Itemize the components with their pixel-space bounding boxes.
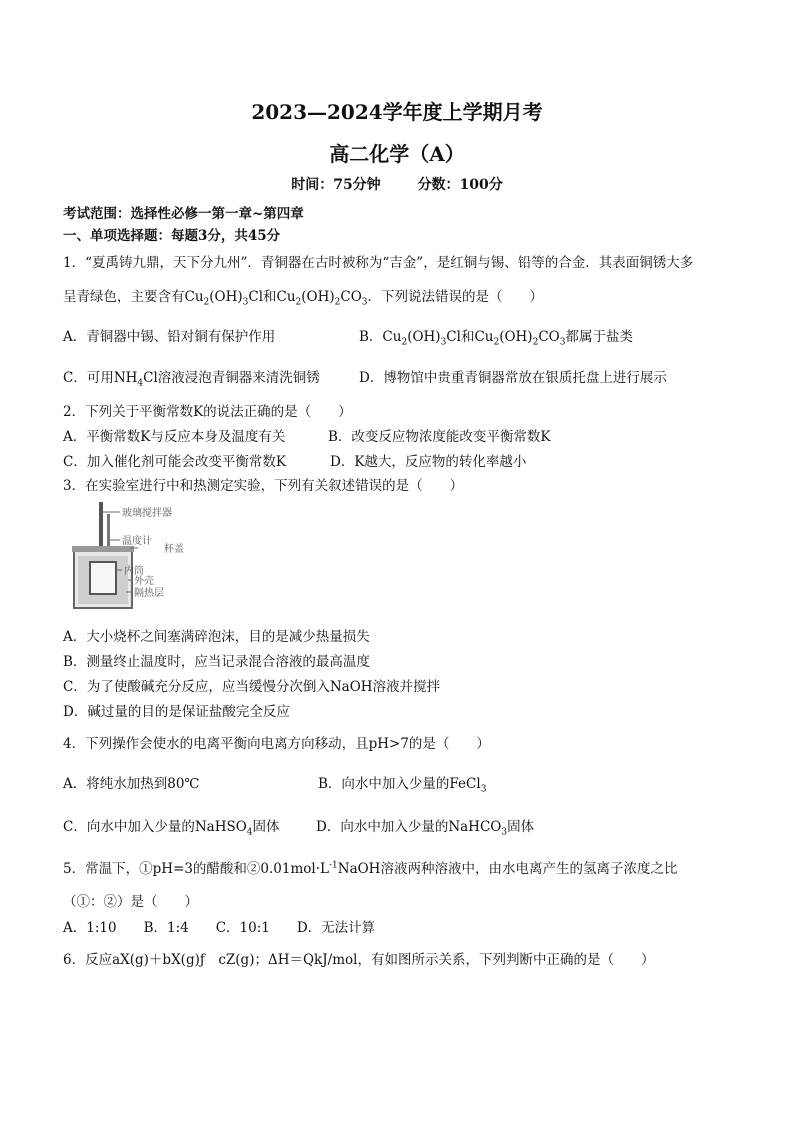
q4-option-c: C．向水中加入少量的NaHSO$_4$固体 <box>63 819 280 838</box>
q3-stem: 3．在实验室进行中和热测定实验，下列有关叙述错误的是（ ） <box>63 478 464 494</box>
q1-option-d: D．博物馆中贵重青铜器常放在银质托盘上进行展示 <box>359 370 667 386</box>
label-outer: 外壳 <box>134 576 154 587</box>
q4-option-a: A．将纯水加热到80℃ <box>63 776 200 792</box>
section-heading: 一、单项选择题：每题3分，共45分 <box>63 228 281 244</box>
exam-scope: 考试范围：选择性必修一第一章~第四章 <box>63 206 304 222</box>
label-stirrer: 玻璃搅拌器 <box>122 508 172 519</box>
calorimeter-figure <box>70 500 210 612</box>
q5-stem-line1: 5．常温下，①pH=3的醋酸和$②0.01mol\cdot L^{-1}NaOH$溶液两种溶液中，由水电离产生的氢离子浓度之比 <box>63 860 678 877</box>
q3-option-c: C．为了使酸碱充分反应，应当缓慢分次倒入NaOH溶液并搅拌 <box>63 679 441 695</box>
exam-subject: 高二化学（A） <box>329 142 465 166</box>
q4-stem: 4．下列操作会使水的电离平衡向电离方向移动，且pH>7的是（ ） <box>63 736 490 752</box>
label-thermometer: 温度计 <box>122 536 152 547</box>
q5-stem-line2: （①：②）是（ ） <box>63 894 198 910</box>
q5-options: A．1:10 B．1:4 C．10:1 D．无法计算 <box>63 920 376 936</box>
q2-stem: 2．下列关于平衡常数K的说法正确的是（ ） <box>63 404 352 420</box>
q1-stem-line1: 1．“夏禹铸九鼎，天下分九州”．青铜器在古时被称为“吉金”，是红铜与锡、铅等的合金．其表面铜锈大多 <box>63 255 694 271</box>
label-cover: 杯盖 <box>164 544 184 555</box>
q2-option-d: D．K越大，反应物的转化率越小 <box>330 454 527 470</box>
q2-option-a: A．平衡常数K与反应本身及温度有关 <box>63 429 286 445</box>
q3-option-a: A．大小烧杯之间塞满碎泡沫，目的是减少热量损失 <box>63 629 370 645</box>
q6-stem: 6．反应aX(g)＋bX(g)ƒ cZ(g)；ΔH＝QkJ/mol，有如图所示关系，下列判断中正确的是（ ） <box>63 952 655 968</box>
exam-time: 时间：75分钟 <box>291 177 381 193</box>
q2-option-c: C．加入催化剂可能会改变平衡常数K <box>63 454 286 470</box>
q1-option-b: B．$Cu_2(OH)_3Cl$和$Cu_2(OH)_2CO_3$都属于盐类 <box>359 329 633 348</box>
exam-meta <box>0 174 794 194</box>
q4-option-d: D．向水中加入少量的NaHCO$_3$固体 <box>316 819 535 838</box>
q3-option-d: D．碱过量的目的是保证盐酸完全反应 <box>63 704 290 720</box>
q2-option-b: B．改变反应物浓度能改变平衡常数K <box>328 429 551 445</box>
label-inner: 内筒 <box>124 566 144 577</box>
exam-title: 2023—2024学年度上学期月考 <box>251 100 543 124</box>
q1-stem-line2: 呈青绿色，主要含有$Cu_2(OH)_3Cl$和$Cu_2(OH)_2CO_3$．下列说法错误的是（ ） <box>63 289 544 308</box>
label-insulation: 隔热层 <box>134 588 164 599</box>
q1-option-a: A．青铜器中锡、铅对铜有保护作用 <box>63 329 276 345</box>
q4-option-b: B．向水中加入少量的FeCl$_3$ <box>318 776 487 795</box>
q3-option-b: B．测量终止温度时，应当记录混合溶液的最高温度 <box>63 654 370 670</box>
q1-option-c: C．可用$NH_4Cl$溶液浸泡青铜器来清洗铜锈 <box>63 370 320 389</box>
exam-score: 分数：100分 <box>417 177 503 193</box>
